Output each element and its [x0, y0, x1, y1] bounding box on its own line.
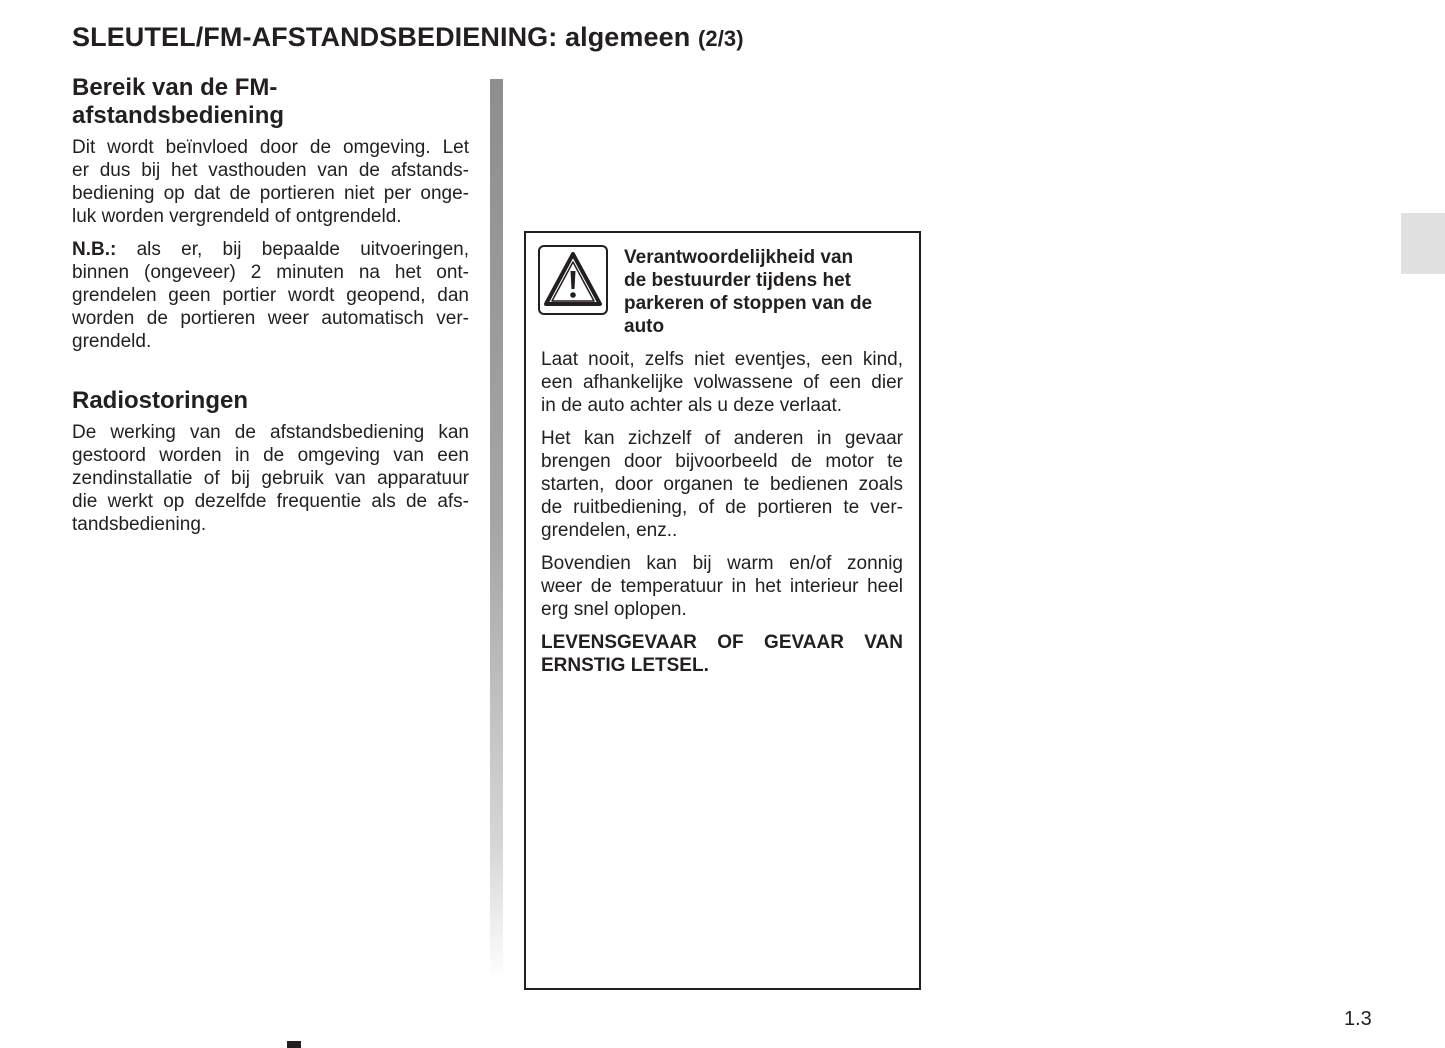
warning-title-line: auto: [624, 316, 665, 337]
text-line: erg snel oplopen.: [541, 599, 687, 620]
text-line: luk worden vergrendeld of ontgrendeld.: [72, 206, 402, 227]
page-part-indicator: (2/3): [697, 26, 744, 51]
text-line: De werking van de afstandsbediening kan: [72, 422, 469, 443]
text-line: gestoord worden in de omgeving van een: [72, 445, 469, 466]
section-heading-range: [72, 74, 469, 130]
warning-box: [524, 231, 921, 990]
warning-paragraph-1: [541, 348, 903, 417]
text-line: een afhankelijke volwassene of een dier: [541, 372, 903, 393]
warning-paragraph-2: [541, 427, 903, 542]
nb-label: N.B.:: [72, 239, 117, 260]
nb-first-text: als er, bij bepaalde uitvoeringen,: [136, 239, 470, 260]
warning-paragraph-3: [541, 552, 903, 621]
left-column: [72, 74, 469, 536]
text-line: Laat nooit, zelfs niet eventjes, een kind,: [541, 349, 903, 370]
text-line: bediening op dat de portieren niet per onge-: [72, 183, 469, 204]
text-line: in de auto achter als u deze verlaat.: [541, 395, 843, 416]
warning-body: [541, 348, 903, 677]
warning-title-line: Verantwoordelijkheid van: [624, 247, 854, 268]
text-line: Dit wordt beïnvloed door de omgeving. Let: [72, 137, 469, 158]
text-line: weer de temperatuur in het interieur heel: [541, 576, 903, 597]
text-line: er dus bij het vasthouden van de afstands-: [72, 160, 469, 181]
warning-title-line: de bestuurder tijdens het: [624, 270, 851, 291]
heading-line: afstandsbediening: [72, 102, 285, 129]
text-line: zendinstallatie of bij gebruik van apparatuur: [72, 468, 469, 489]
page-title-text: SLEUTEL/FM-AFSTANDSBEDIENING: algemeen: [72, 22, 691, 52]
page-number: 1.3: [1344, 1008, 1372, 1030]
text-line: grendelen geen portier wordt geopend, dan: [72, 285, 469, 306]
text-line: grendelen, enz..: [541, 520, 678, 541]
page-title: [72, 22, 744, 53]
text-line: worden de portieren weer automatisch ver-: [72, 308, 469, 329]
bottom-edge-mark: [287, 1041, 301, 1048]
text-line: de ruitbediening, of de portieren te ver-: [541, 497, 903, 518]
warning-title-line: parkeren of stoppen van de: [624, 293, 873, 314]
nb-paragraph: [72, 238, 469, 353]
text-line: binnen (ongeveer) 2 minuten na het ont-: [72, 262, 469, 283]
warning-triangle-icon: [538, 245, 608, 315]
range-paragraph: [72, 136, 469, 228]
text-line: [72, 238, 469, 261]
text-line: Bovendien kan bij warm en/of zonnig: [541, 553, 903, 574]
text-line: grendeld.: [72, 331, 152, 352]
heading-line: Bereik van de FM-: [72, 74, 278, 101]
text-line: ERNSTIG LETSEL.: [541, 655, 709, 676]
chapter-side-tab: [1401, 213, 1445, 274]
text-line: die werkt op dezelfde frequentie als de afs-: [72, 491, 469, 512]
text-line: starten, door organen te bedienen zoals: [541, 474, 903, 495]
warning-triangle-svg: [542, 249, 604, 311]
column-divider-bar: [490, 79, 503, 980]
text-line: brengen door bijvoorbeeld de motor te: [541, 451, 903, 472]
radio-paragraph: [72, 421, 469, 536]
text-line: tandsbediening.: [72, 514, 207, 535]
text-line: LEVENSGEVAAR OF GEVAAR VAN: [541, 632, 903, 653]
text-line: Het kan zichzelf of anderen in gevaar: [541, 428, 903, 449]
warning-danger-text: [541, 631, 903, 677]
warning-title: [624, 246, 914, 338]
section-heading-radio: Radiostoringen: [72, 387, 249, 414]
